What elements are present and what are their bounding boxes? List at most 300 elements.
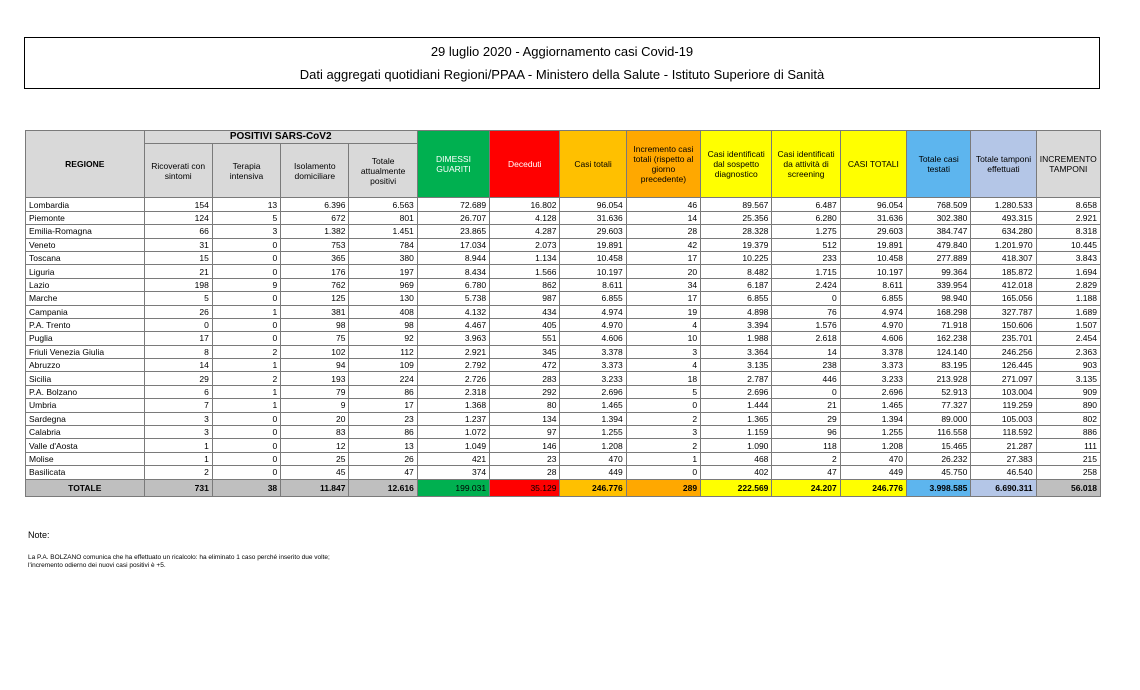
table-cell: 0 (772, 292, 840, 305)
table-row (26, 305, 1101, 318)
table-cell: 421 (417, 452, 489, 465)
table-cell: 8.611 (840, 278, 906, 291)
table-cell: 987 (490, 292, 560, 305)
table-cell: 98 (281, 318, 349, 331)
table-cell: 3.843 (1036, 251, 1100, 264)
table-cell: 327.787 (971, 305, 1036, 318)
table-cell: 13 (349, 439, 417, 452)
table-cell: 6.396 (281, 198, 349, 211)
table-cell: 551 (490, 332, 560, 345)
table-cell: 412.018 (971, 278, 1036, 291)
table-cell: 1.394 (560, 412, 626, 425)
table-cell: 14 (626, 211, 700, 224)
table-cell: 672 (281, 211, 349, 224)
table-cell: 29 (144, 372, 212, 385)
table-cell: 10.197 (560, 265, 626, 278)
table-cell: 27.383 (971, 452, 1036, 465)
table-cell: 2.792 (417, 359, 489, 372)
table-cell: 46.540 (971, 466, 1036, 479)
table-cell: 124 (144, 211, 212, 224)
table-cell: 8.944 (417, 251, 489, 264)
table-cell: 6.280 (772, 211, 840, 224)
table-cell: 909 (1036, 385, 1100, 398)
table-cell: 381 (281, 305, 349, 318)
table-row (26, 452, 1101, 465)
table-cell: 150.606 (971, 318, 1036, 331)
table-cell: 0 (212, 466, 280, 479)
table-cell: 124.140 (907, 345, 971, 358)
table-cell: 13 (212, 198, 280, 211)
table-cell: 25 (281, 452, 349, 465)
table-row (26, 359, 1101, 372)
table-cell: 28 (626, 225, 700, 238)
table-cell: 126.445 (971, 359, 1036, 372)
table-cell: 1.694 (1036, 265, 1100, 278)
table-cell: 339.954 (907, 278, 971, 291)
table-cell: 168.298 (907, 305, 971, 318)
table-cell: 3.135 (1036, 372, 1100, 385)
table-cell: 42 (626, 238, 700, 251)
table-cell: 3 (626, 426, 700, 439)
table-cell: 4.128 (490, 211, 560, 224)
table-cell: 176 (281, 265, 349, 278)
region-name: Toscana (26, 251, 145, 264)
table-cell: 4.970 (560, 318, 626, 331)
table-cell: 470 (840, 452, 906, 465)
table-cell: 6.187 (701, 278, 772, 291)
table-cell: 1.394 (840, 412, 906, 425)
table-cell: 47 (349, 466, 417, 479)
region-name: Piemonte (26, 211, 145, 224)
table-cell: 5.738 (417, 292, 489, 305)
table-row (26, 385, 1101, 398)
table-cell: 4.287 (490, 225, 560, 238)
table-cell: 46 (626, 198, 700, 211)
table-row (26, 225, 1101, 238)
table-cell: 23 (349, 412, 417, 425)
header-sospetto-diagnostico: Casi identificati dal sospetto diagnostico (701, 131, 772, 198)
table-cell: 862 (490, 278, 560, 291)
table-cell: 4.467 (417, 318, 489, 331)
table-cell: 31 (144, 238, 212, 251)
table-cell: 26.232 (907, 452, 971, 465)
region-name: Abruzzo (26, 359, 145, 372)
table-cell: 17.034 (417, 238, 489, 251)
table-cell: 80 (490, 399, 560, 412)
table-cell: 5 (144, 292, 212, 305)
table-cell: 1.159 (701, 426, 772, 439)
table-row (26, 372, 1101, 385)
table-cell: 890 (1036, 399, 1100, 412)
table-cell: 2.726 (417, 372, 489, 385)
table-cell: 29.603 (560, 225, 626, 238)
table-cell: 3.233 (560, 372, 626, 385)
table-cell: 283 (490, 372, 560, 385)
total-cell: 56.018 (1036, 479, 1100, 496)
table-cell: 1 (212, 399, 280, 412)
table-cell: 185.872 (971, 265, 1036, 278)
region-name: P.A. Trento (26, 318, 145, 331)
table-cell: 0 (212, 439, 280, 452)
table-cell: 449 (840, 466, 906, 479)
header-regione: REGIONE (26, 131, 145, 198)
table-cell: 105.003 (971, 412, 1036, 425)
table-cell: 384.747 (907, 225, 971, 238)
table-cell: 26 (144, 305, 212, 318)
table-cell: 21 (772, 399, 840, 412)
table-cell: 15.465 (907, 439, 971, 452)
table-cell: 3.378 (560, 345, 626, 358)
table-cell: 1.365 (701, 412, 772, 425)
total-cell: 35.129 (490, 479, 560, 496)
table-cell: 16.802 (490, 198, 560, 211)
table-row (26, 345, 1101, 358)
table-cell: 118 (772, 439, 840, 452)
table-cell: 2.073 (490, 238, 560, 251)
region-name: Friuli Venezia Giulia (26, 345, 145, 358)
table-cell: 0 (212, 426, 280, 439)
table-cell: 434 (490, 305, 560, 318)
table-cell: 20 (281, 412, 349, 425)
report-subtitle: Dati aggregati quotidiani Regioni/PPAA - Ministero della Salute - Istituto Superiore di Sanità (299, 67, 825, 82)
table-cell: 19.891 (840, 238, 906, 251)
table-cell: 235.701 (971, 332, 1036, 345)
table-cell: 26 (349, 452, 417, 465)
table-cell: 3 (626, 345, 700, 358)
table-cell: 96.054 (840, 198, 906, 211)
table-cell: 1.444 (701, 399, 772, 412)
table-cell: 83.195 (907, 359, 971, 372)
table-cell: 45 (281, 466, 349, 479)
header-deceduti: Deceduti (490, 131, 560, 198)
header-casi-totali: Casi totali (560, 131, 626, 198)
table-row (26, 198, 1101, 211)
table-cell: 26.707 (417, 211, 489, 224)
table-cell: 8 (144, 345, 212, 358)
table-cell: 165.056 (971, 292, 1036, 305)
table-cell: 6.855 (840, 292, 906, 305)
table-cell: 17 (626, 251, 700, 264)
table-row (26, 399, 1101, 412)
table-cell: 4.974 (560, 305, 626, 318)
table-row (26, 318, 1101, 331)
region-name: P.A. Bolzano (26, 385, 145, 398)
table-cell: 2 (626, 412, 700, 425)
table-cell: 405 (490, 318, 560, 331)
table-cell: 19.379 (701, 238, 772, 251)
table-cell: 0 (212, 452, 280, 465)
region-name: Sicilia (26, 372, 145, 385)
table-cell: 0 (212, 318, 280, 331)
table-cell: 292 (490, 385, 560, 398)
table-cell: 768.509 (907, 198, 971, 211)
region-name: Umbria (26, 399, 145, 412)
table-cell: 28 (490, 466, 560, 479)
table-cell: 3 (144, 426, 212, 439)
table-cell: 2.424 (772, 278, 840, 291)
table-cell: 98 (349, 318, 417, 331)
table-cell: 4.606 (840, 332, 906, 345)
table-cell: 17 (349, 399, 417, 412)
table-cell: 2 (212, 372, 280, 385)
header-casi-totali-2: CASI TOTALI (840, 131, 906, 198)
table-cell: 380 (349, 251, 417, 264)
table-cell: 31.636 (840, 211, 906, 224)
report-title-box (24, 37, 1100, 89)
table-cell: 903 (1036, 359, 1100, 372)
header-ricoverati: Ricoverati con sintomi (144, 144, 212, 198)
total-cell: 222.569 (701, 479, 772, 496)
header-incremento-casi: Incremento casi totali (rispetto al giorno precedente) (626, 131, 700, 198)
table-cell: 6.563 (349, 198, 417, 211)
table-cell: 8.658 (1036, 198, 1100, 211)
table-cell: 1.188 (1036, 292, 1100, 305)
table-row (26, 251, 1101, 264)
table-row (26, 412, 1101, 425)
region-name: Lombardia (26, 198, 145, 211)
table-cell: 75 (281, 332, 349, 345)
table-cell: 10 (626, 332, 700, 345)
total-cell: 38 (212, 479, 280, 496)
table-cell: 3.373 (840, 359, 906, 372)
table-cell: 2.921 (417, 345, 489, 358)
table-cell: 31.636 (560, 211, 626, 224)
table-cell: 118.592 (971, 426, 1036, 439)
table-cell: 449 (560, 466, 626, 479)
table-cell: 102 (281, 345, 349, 358)
table-cell: 4 (626, 359, 700, 372)
table-cell: 52.913 (907, 385, 971, 398)
region-name: Veneto (26, 238, 145, 251)
table-cell: 10.458 (840, 251, 906, 264)
table-cell: 0 (144, 318, 212, 331)
table-cell: 215 (1036, 452, 1100, 465)
table-cell: 83 (281, 426, 349, 439)
note-line-2: l'incremento odierno dei nuovi casi positivi è +5. (28, 562, 166, 569)
table-cell: 1.451 (349, 225, 417, 238)
table-row (26, 238, 1101, 251)
table-cell: 7 (144, 399, 212, 412)
table-cell: 193 (281, 372, 349, 385)
table-cell: 130 (349, 292, 417, 305)
table-cell: 1 (144, 452, 212, 465)
table-cell: 3.135 (701, 359, 772, 372)
table-row (26, 211, 1101, 224)
header-totale-positivi: Totale attualmente positivi (349, 144, 417, 198)
table-cell: 2 (626, 439, 700, 452)
table-cell: 3.373 (560, 359, 626, 372)
table-cell: 29.603 (840, 225, 906, 238)
table-cell: 402 (701, 466, 772, 479)
table-cell: 1.134 (490, 251, 560, 264)
table-cell: 1.507 (1036, 318, 1100, 331)
table-cell: 96.054 (560, 198, 626, 211)
table-cell: 14 (144, 359, 212, 372)
table-cell: 8.611 (560, 278, 626, 291)
table-cell: 197 (349, 265, 417, 278)
table-cell: 21 (144, 265, 212, 278)
table-cell: 3.233 (840, 372, 906, 385)
table-cell: 1.689 (1036, 305, 1100, 318)
table-cell: 28.328 (701, 225, 772, 238)
table-cell: 12 (281, 439, 349, 452)
table-cell: 277.889 (907, 251, 971, 264)
table-cell: 6 (144, 385, 212, 398)
table-cell: 66 (144, 225, 212, 238)
table-cell: 8.482 (701, 265, 772, 278)
table-cell: 1.576 (772, 318, 840, 331)
table-cell: 374 (417, 466, 489, 479)
table-cell: 302.380 (907, 211, 971, 224)
table-cell: 418.307 (971, 251, 1036, 264)
header-positivi-group: POSITIVI SARS-CoV2 (144, 131, 417, 144)
region-name: Valle d'Aosta (26, 439, 145, 452)
table-cell: 1.715 (772, 265, 840, 278)
table-cell: 79 (281, 385, 349, 398)
table-row (26, 265, 1101, 278)
table-cell: 119.259 (971, 399, 1036, 412)
table-cell: 802 (1036, 412, 1100, 425)
table-cell: 1.208 (560, 439, 626, 452)
table-cell: 2.696 (701, 385, 772, 398)
table-cell: 1.465 (840, 399, 906, 412)
table-cell: 4 (626, 318, 700, 331)
region-name: Basilicata (26, 466, 145, 479)
header-dimessi: DIMESSI GUARITI (417, 131, 489, 198)
table-cell: 365 (281, 251, 349, 264)
table-cell: 0 (212, 238, 280, 251)
table-cell: 3.378 (840, 345, 906, 358)
region-name: Sardegna (26, 412, 145, 425)
table-cell: 9 (281, 399, 349, 412)
table-cell: 89.000 (907, 412, 971, 425)
table-cell: 2.787 (701, 372, 772, 385)
table-cell: 5 (212, 211, 280, 224)
table-cell: 3.394 (701, 318, 772, 331)
table-cell: 886 (1036, 426, 1100, 439)
table-cell: 4.132 (417, 305, 489, 318)
table-cell: 1 (626, 452, 700, 465)
header-incremento-tamponi: INCREMENTO TAMPONI (1036, 131, 1100, 198)
table-cell: 103.004 (971, 385, 1036, 398)
header-casi-testati: Totale casi testati (907, 131, 971, 198)
table-cell: 0 (772, 385, 840, 398)
table-cell: 92 (349, 332, 417, 345)
table-cell: 969 (349, 278, 417, 291)
table-cell: 2 (772, 452, 840, 465)
table-cell: 1.090 (701, 439, 772, 452)
table-cell: 1 (212, 305, 280, 318)
table-cell: 762 (281, 278, 349, 291)
total-cell: 3.998.585 (907, 479, 971, 496)
table-cell: 25.356 (701, 211, 772, 224)
table-cell: 77.327 (907, 399, 971, 412)
table-cell: 9 (212, 278, 280, 291)
table-cell: 17 (626, 292, 700, 305)
table-cell: 116.558 (907, 426, 971, 439)
table-cell: 89.567 (701, 198, 772, 211)
table-cell: 2.829 (1036, 278, 1100, 291)
table-cell: 468 (701, 452, 772, 465)
header-terapia-intensiva: Terapia intensiva (212, 144, 280, 198)
table-cell: 86 (349, 385, 417, 398)
table-row (26, 332, 1101, 345)
table-cell: 3.364 (701, 345, 772, 358)
region-name: Marche (26, 292, 145, 305)
table-cell: 0 (212, 332, 280, 345)
table-cell: 4.606 (560, 332, 626, 345)
table-cell: 98.940 (907, 292, 971, 305)
total-cell: 289 (626, 479, 700, 496)
table-cell: 0 (212, 412, 280, 425)
table-cell: 2.618 (772, 332, 840, 345)
total-cell: 6.690.311 (971, 479, 1036, 496)
table-cell: 1 (212, 385, 280, 398)
notes-text (28, 554, 330, 570)
table-row (26, 278, 1101, 291)
header-screening: Casi identificati da attività di screening (772, 131, 840, 198)
table-cell: 99.364 (907, 265, 971, 278)
table-row (26, 426, 1101, 439)
table-row (26, 439, 1101, 452)
table-cell: 6.780 (417, 278, 489, 291)
table-row (26, 466, 1101, 479)
total-cell: 24.207 (772, 479, 840, 496)
total-cell: 731 (144, 479, 212, 496)
table-cell: 345 (490, 345, 560, 358)
table-cell: 1.208 (840, 439, 906, 452)
table-cell: 71.918 (907, 318, 971, 331)
table-cell: 21.287 (971, 439, 1036, 452)
table-cell: 198 (144, 278, 212, 291)
table-cell: 3 (212, 225, 280, 238)
table-cell: 18 (626, 372, 700, 385)
table-cell: 20 (626, 265, 700, 278)
region-name: Calabria (26, 426, 145, 439)
table-cell: 1.368 (417, 399, 489, 412)
table-cell: 0 (212, 265, 280, 278)
table-cell: 86 (349, 426, 417, 439)
table-cell: 1.255 (560, 426, 626, 439)
total-cell: 11.847 (281, 479, 349, 496)
table-cell: 10.458 (560, 251, 626, 264)
table-cell: 0 (626, 466, 700, 479)
table-body (26, 198, 1101, 496)
table-cell: 10.197 (840, 265, 906, 278)
table-cell: 5 (626, 385, 700, 398)
table-cell: 34 (626, 278, 700, 291)
table-cell: 1.275 (772, 225, 840, 238)
table-cell: 6.855 (560, 292, 626, 305)
total-cell: 246.776 (560, 479, 626, 496)
table-cell: 1.280.533 (971, 198, 1036, 211)
table-cell: 47 (772, 466, 840, 479)
note-line-1: La P.A. BOLZANO comunica che ha effettuato un ricalcolo: ha eliminato 1 caso perché inserito due volte; (28, 554, 330, 561)
table-cell: 0 (626, 399, 700, 412)
table-cell: 97 (490, 426, 560, 439)
table-cell: 162.238 (907, 332, 971, 345)
table-cell: 1 (144, 439, 212, 452)
report-title: 29 luglio 2020 - Aggiornamento casi Covid-19 (430, 44, 694, 59)
table-cell: 94 (281, 359, 349, 372)
table-cell: 19 (626, 305, 700, 318)
table-cell: 23.865 (417, 225, 489, 238)
table-cell: 784 (349, 238, 417, 251)
table-cell: 45.750 (907, 466, 971, 479)
table-cell: 76 (772, 305, 840, 318)
table-cell: 246.256 (971, 345, 1036, 358)
region-name: Emilia-Romagna (26, 225, 145, 238)
